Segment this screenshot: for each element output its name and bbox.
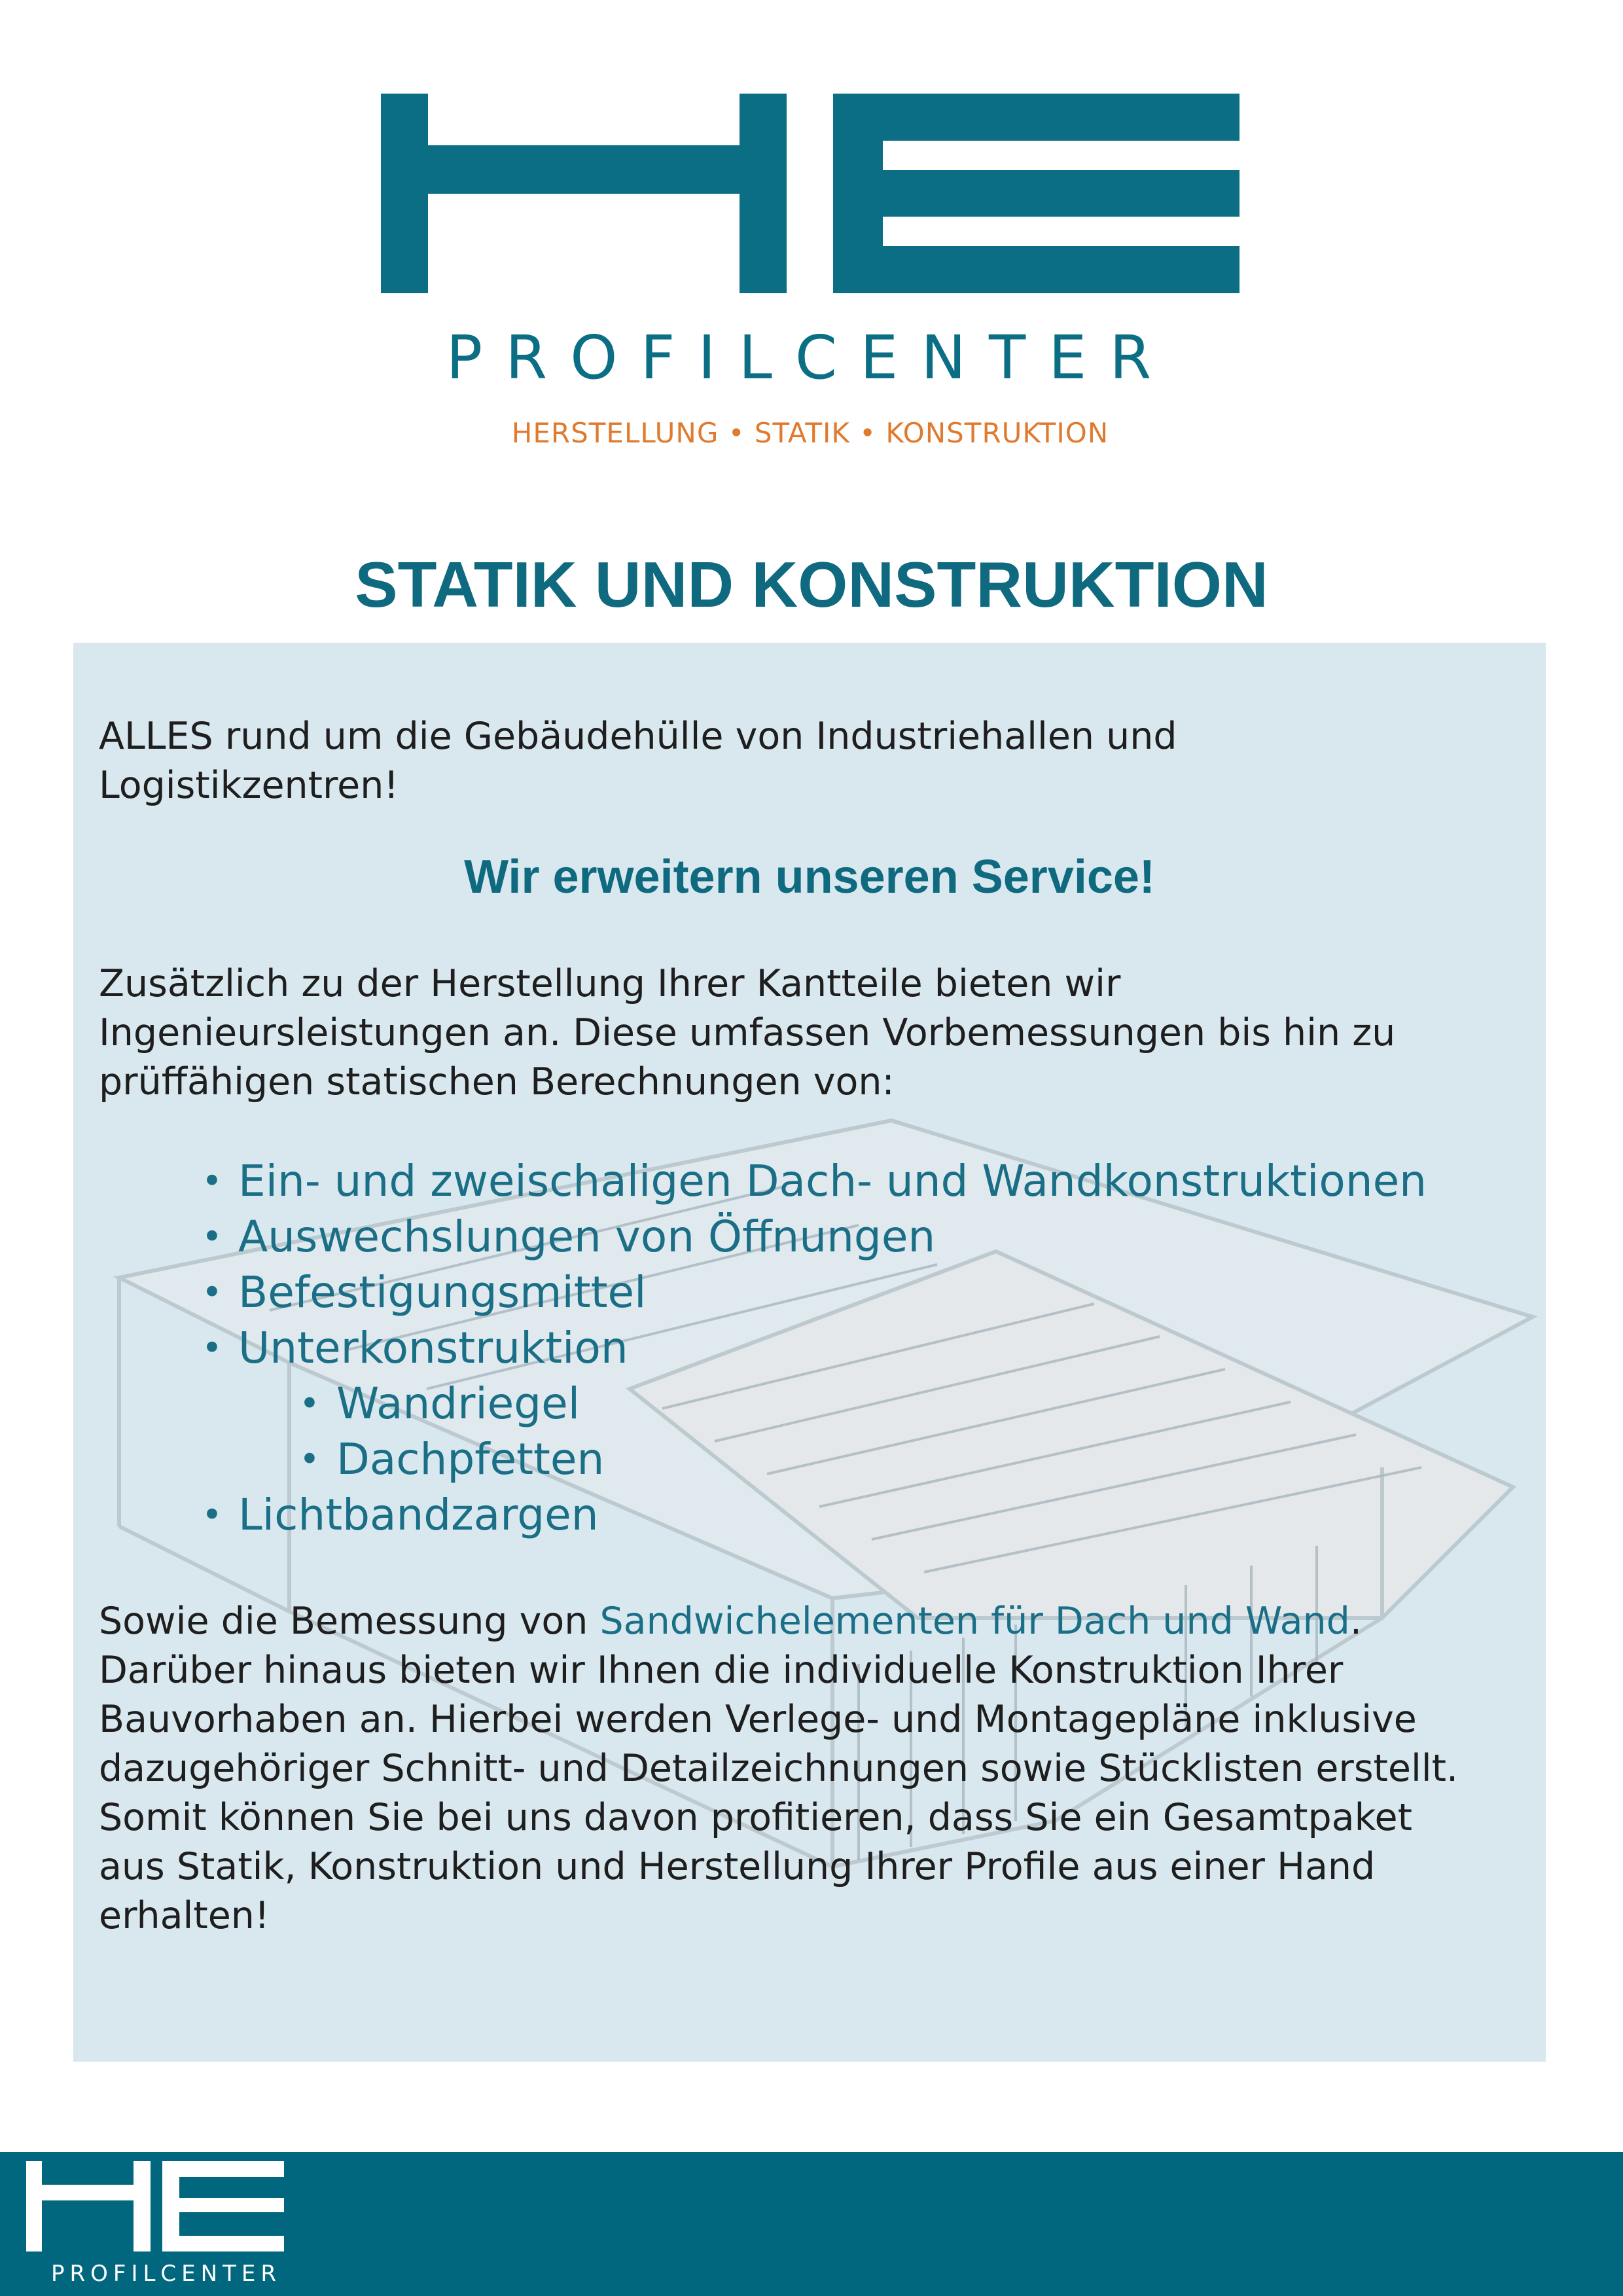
paragraph-prefix: Sowie die Bemessung von xyxy=(99,1600,600,1643)
service-subheading: Wir erweitern unseren Service! xyxy=(464,851,1155,903)
bullet-icon: • xyxy=(202,1327,223,1369)
he-monogram-logo-white xyxy=(26,2161,284,2251)
bullet-icon: • xyxy=(299,1383,320,1424)
sandwich-elements-highlight: Sandwichelementen für Dach und Wand xyxy=(599,1600,1350,1643)
list-item-label: Auswechslungen von Öffnungen xyxy=(238,1211,936,1262)
paragraph-line: Bauvorhaben an. Hierbei werden Verlege- und Montagepläne inklusive xyxy=(99,1698,1417,1741)
bullet-icon: • xyxy=(202,1216,223,1257)
paragraph-line: Zusätzlich zu der Herstellung Ihrer Kantteile bieten wir xyxy=(99,962,1121,1005)
bullet-icon: • xyxy=(299,1439,320,1480)
bullet-icon: • xyxy=(202,1160,223,1202)
list-item xyxy=(73,1153,1427,1209)
paragraph-line: Darüber hinaus bieten wir Ihnen die individuelle Konstruktion Ihrer xyxy=(99,1649,1344,1692)
list-item xyxy=(73,1265,1427,1320)
paragraph-line: dazugehöriger Schnitt- und Detailzeichnungen sowie Stücklisten erstellt. xyxy=(99,1747,1459,1790)
logo-wordmark: PROFILCENTER xyxy=(446,323,1175,393)
paragraph-line: prüffähigen statischen Berechnungen von: xyxy=(99,1060,895,1103)
paragraph-suffix: . xyxy=(1349,1600,1362,1643)
paragraph-line: Somit können Sie bei uns davon profitieren, dass Sie ein Gesamtpaket xyxy=(99,1796,1412,1839)
list-item-label: Unterkonstruktion xyxy=(238,1323,628,1373)
services-intro-paragraph xyxy=(99,960,1395,1107)
bullet-icon: • xyxy=(202,1272,223,1313)
list-item-label: Lichtbandzargen xyxy=(238,1490,599,1540)
intro-line: Logistikzentren! xyxy=(99,764,399,807)
bullet-icon: • xyxy=(202,1494,223,1535)
intro-text xyxy=(99,712,1177,810)
list-item xyxy=(73,1209,1427,1265)
closing-paragraph xyxy=(99,1597,1458,1941)
list-item-label: Befestigungsmittel xyxy=(238,1267,647,1318)
intro-line: ALLES rund um die Gebäudehülle von Industriehallen und xyxy=(99,715,1177,758)
sub-list-item xyxy=(73,1376,1427,1431)
paragraph-line xyxy=(99,1597,1458,1646)
list-item-label: Ein- und zweischaligen Dach- und Wandkonstruktionen xyxy=(238,1156,1427,1206)
footer-bar xyxy=(0,2152,1623,2296)
sub-list-item xyxy=(73,1431,1427,1487)
list-item-label: Dachpfetten xyxy=(336,1434,605,1484)
list-item xyxy=(73,1320,1427,1376)
he-monogram-logo xyxy=(381,94,1240,293)
list-item-label: Wandriegel xyxy=(336,1378,580,1429)
paragraph-line: erhalten! xyxy=(99,1894,270,1937)
paragraph-line: aus Statik, Konstruktion und Herstellung Ihrer Profile aus einer Hand xyxy=(99,1845,1376,1888)
paragraph-line: Ingenieursleistungen an. Diese umfassen Vorbemessungen bis hin zu xyxy=(99,1011,1396,1054)
list-item xyxy=(73,1487,1427,1543)
logo-tagline: HERSTELLUNG • STATIK • KONSTRUKTION xyxy=(511,417,1109,449)
services-list xyxy=(73,1153,1427,1543)
footer-wordmark: PROFILCENTER xyxy=(51,2261,281,2287)
content-panel xyxy=(73,643,1546,2062)
page-title: STATIK UND KONSTRUKTION xyxy=(355,548,1268,620)
